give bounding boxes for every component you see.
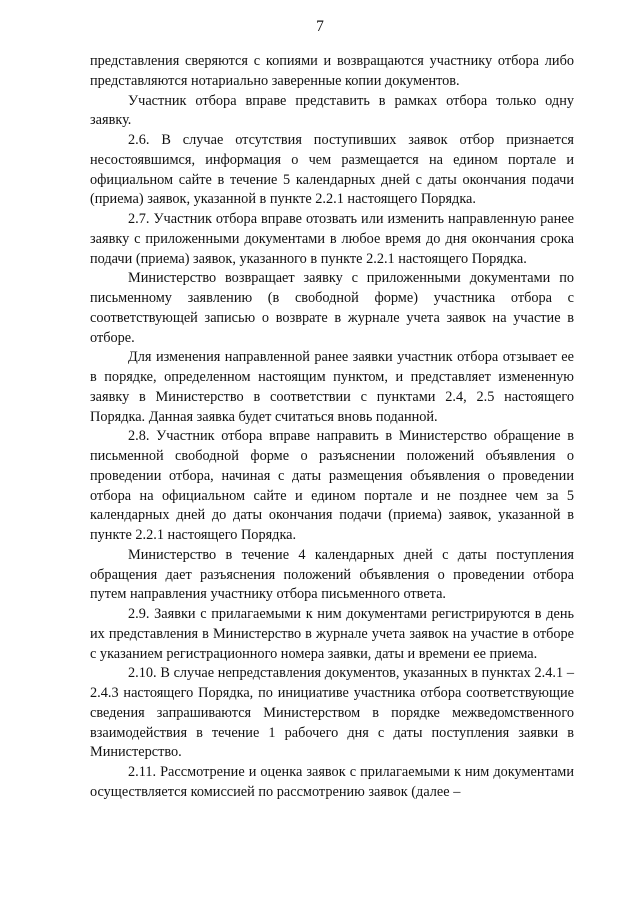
paragraph: 2.8. Участник отбора вправе направить в Министерство обращение в письменной свободной форме о разъяснении положений объявления о проведении отбора, начиная с даты размещения объявления о проведении отбора на официальном сайте и едином портале и не позднее чем за 5 календарных дней до даты окончания подачи (приема) заявок, указанной в пункте 2.2.1 настоящего Порядка. xyxy=(90,428,574,543)
paragraph: 2.11. Рассмотрение и оценка заявок с прилагаемыми к ним документами осуществляется комиссией по рассмотрению заявок (далее – xyxy=(90,764,574,800)
paragraph: 2.6. В случае отсутствия поступивших заявок отбор признается несостоявшимся, информация о чем размещается на едином портале и официальном сайте в течение 5 календарных дней с даты окончания подачи (приема) заявок, указанной в пункте 2.2.1 настоящего Порядка. xyxy=(90,132,574,208)
paragraph: 2.10. В случае непредставления документов, указанных в пунктах 2.4.1 – 2.4.3 настоящего Порядка, по инициативе участника отбора соответствующие сведения запрашиваются Министерством в порядке межведомственного взаимодействия в течение 1 рабочего дня с даты поступления заявки в Министерство. xyxy=(90,665,574,761)
paragraph: Министерство в течение 4 календарных дней с даты поступления обращения дает разъяснения положений объявления о проведении отбора путем направления участнику отбора письменного ответа. xyxy=(90,546,574,603)
paragraph: представления сверяются с копиями и возвращаются участнику отбора либо представляются нотариально заверенные копии документов. xyxy=(90,53,574,89)
document-body xyxy=(90,52,574,803)
page-number: 7 xyxy=(316,18,324,35)
paragraph: Министерство возвращает заявку с приложенными документами по письменному заявлению (в свободной форме) участника отбора с соответствующей записью о возврате в журнале учета заявок на участие в отборе. xyxy=(90,270,574,346)
paragraph: Для изменения направленной ранее заявки участник отбора отзывает ее в порядке, определенном настоящим пунктом, и представляет измененную заявку в Министерство в соответствии с пунктами 2.4, 2.5 настоящего Порядка. Данная заявка будет считаться вновь поданной. xyxy=(90,349,574,425)
paragraph: 2.9. Заявки с прилагаемыми к ним документами регистрируются в день их представления в Министерство в журнале учета заявок на участие в отборе с указанием регистрационного номера заявки, даты и времени ее приема. xyxy=(90,606,574,662)
paragraph: 2.7. Участник отбора вправе отозвать или изменить направленную ранее заявку с приложенными документами в любое время до дня окончания срока подачи (приема) заявок, указанного в пункте 2.2.1 настоящего Порядка. xyxy=(90,211,574,267)
paragraph: Участник отбора вправе представить в рамках отбора только одну заявку. xyxy=(90,92,574,129)
